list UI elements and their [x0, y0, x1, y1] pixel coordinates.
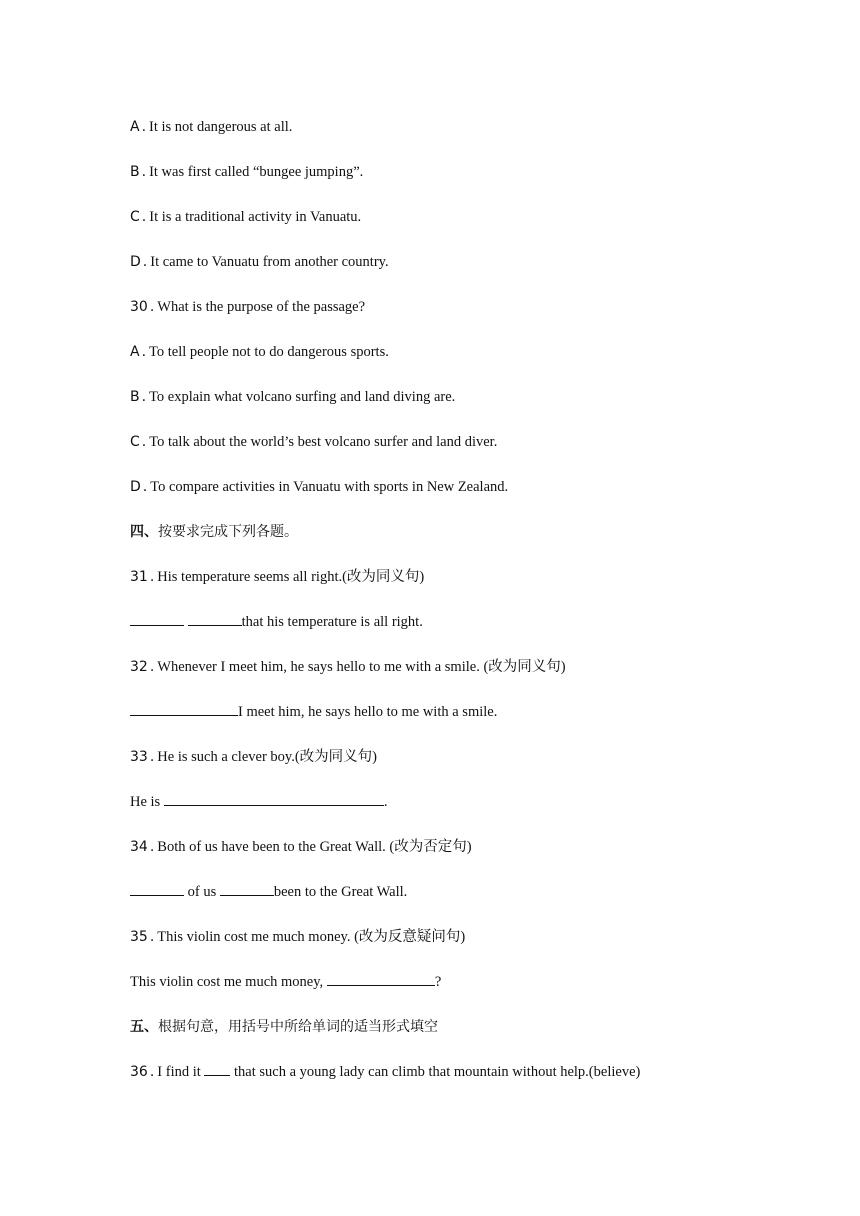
q30-option-b: B . To explain what volcano surfing and land diving are.: [130, 389, 456, 405]
option-label: D: [130, 254, 141, 270]
option-text: To compare activities in Vanuatu with sports in New Zealand.: [150, 479, 509, 495]
answer-blank[interactable]: [220, 881, 274, 896]
answer-text: that his temperature is all right.: [241, 614, 423, 630]
option-text: To talk about the world’s best volcano surfer and land diver.: [149, 434, 498, 450]
question-33: 33 . He is such a clever boy.(改为同义句): [130, 749, 378, 765]
option-text: It is not dangerous at all.: [149, 119, 293, 135]
option-label: C: [130, 209, 140, 225]
question-36: 36 . I find it that such a young lady can climb that mountain without help.(believe): [130, 1061, 770, 1106]
answer-blank[interactable]: [130, 881, 184, 896]
section-title: 按要求完成下列各题。: [158, 524, 298, 540]
option-text: It came to Vanuatu from another country.: [150, 254, 389, 270]
answer-end: ?: [434, 974, 442, 990]
question-31: 31 . His temperature seems all right.(改为同义句): [130, 569, 425, 585]
answer-blank[interactable]: [204, 1061, 230, 1076]
q30-option-a: A . To tell people not to do dangerous sports.: [130, 344, 389, 360]
section-number: 四、: [130, 524, 158, 540]
section-title: 根据句意，用括号中所给单词的适当形式填空: [158, 1019, 438, 1035]
question-number: 34: [130, 839, 148, 855]
question-32: 32 . Whenever I meet him, he says hello to me with a smile. (改为同义句): [130, 659, 566, 675]
section-5-heading: [130, 1016, 770, 1061]
q31-answer-line: [130, 611, 770, 656]
question-number: 32: [130, 659, 148, 675]
answer-blank[interactable]: [188, 611, 242, 626]
question-number: 35: [130, 929, 148, 945]
answer-blank[interactable]: [327, 971, 435, 986]
option-text: It is a traditional activity in Vanuatu.: [149, 209, 362, 225]
question-text: Both of us have been to the Great Wall. (改为否定句): [157, 839, 472, 855]
option-label: A: [130, 344, 140, 360]
question-number: 36: [130, 1064, 148, 1080]
answer-text: This violin cost me much money,: [130, 974, 327, 990]
question-number: 33: [130, 749, 148, 765]
answer-text: been to the Great Wall.: [273, 884, 408, 900]
worksheet-page: [130, 116, 770, 1106]
question-text: What is the purpose of the passage?: [157, 299, 366, 315]
question-text-tail: that such a young lady can climb that mountain without help.(believe): [230, 1064, 641, 1080]
option-label: B: [130, 164, 140, 180]
answer-blank[interactable]: [130, 611, 184, 626]
q29-option-c: C . It is a traditional activity in Vanuatu.: [130, 209, 362, 225]
question-30: 30 . What is the purpose of the passage?: [130, 299, 366, 315]
question-text: His temperature seems all right.(改为同义句): [157, 569, 425, 585]
option-text: It was first called “bungee jumping”.: [149, 164, 364, 180]
answer-end: .: [383, 794, 388, 810]
q35-answer-line: [130, 971, 770, 1016]
option-label: B: [130, 389, 140, 405]
answer-text: I meet him, he says hello to me with a smile.: [238, 704, 498, 720]
section-number: 五、: [130, 1019, 158, 1035]
option-text: To tell people not to do dangerous sports.: [149, 344, 389, 360]
answer-blank[interactable]: [130, 701, 238, 716]
section-4-heading: [130, 521, 770, 566]
question-34: 34 . Both of us have been to the Great Wall. (改为否定句): [130, 839, 472, 855]
option-text: To explain what volcano surfing and land diving are.: [149, 389, 456, 405]
q29-option-a: A . It is not dangerous at all.: [130, 119, 293, 135]
q30-option-d: D . To compare activities in Vanuatu with sports in New Zealand.: [130, 479, 509, 495]
q32-answer-line: [130, 701, 770, 746]
option-label: A: [130, 119, 140, 135]
question-35: 35 . This violin cost me much money. (改为反意疑问句): [130, 929, 466, 945]
question-text: I find it: [157, 1064, 205, 1080]
question-number: 31: [130, 569, 148, 585]
q29-option-d: D . It came to Vanuatu from another country.: [130, 254, 389, 270]
q34-answer-line: [130, 881, 770, 926]
answer-text: He is: [130, 794, 164, 810]
answer-blank[interactable]: [164, 791, 384, 806]
answer-text: of us: [184, 884, 220, 900]
question-text: He is such a clever boy.(改为同义句): [157, 749, 378, 765]
q29-option-b: B . It was first called “bungee jumping”.: [130, 164, 364, 180]
option-label: D: [130, 479, 141, 495]
question-text: This violin cost me much money. (改为反意疑问句): [157, 929, 466, 945]
question-number: 30: [130, 299, 148, 315]
option-label: C: [130, 434, 140, 450]
q33-answer-line: [130, 791, 770, 836]
question-text: Whenever I meet him, he says hello to me with a smile. (改为同义句): [157, 659, 566, 675]
q30-option-c: C . To talk about the world’s best volcano surfer and land diver.: [130, 434, 498, 450]
